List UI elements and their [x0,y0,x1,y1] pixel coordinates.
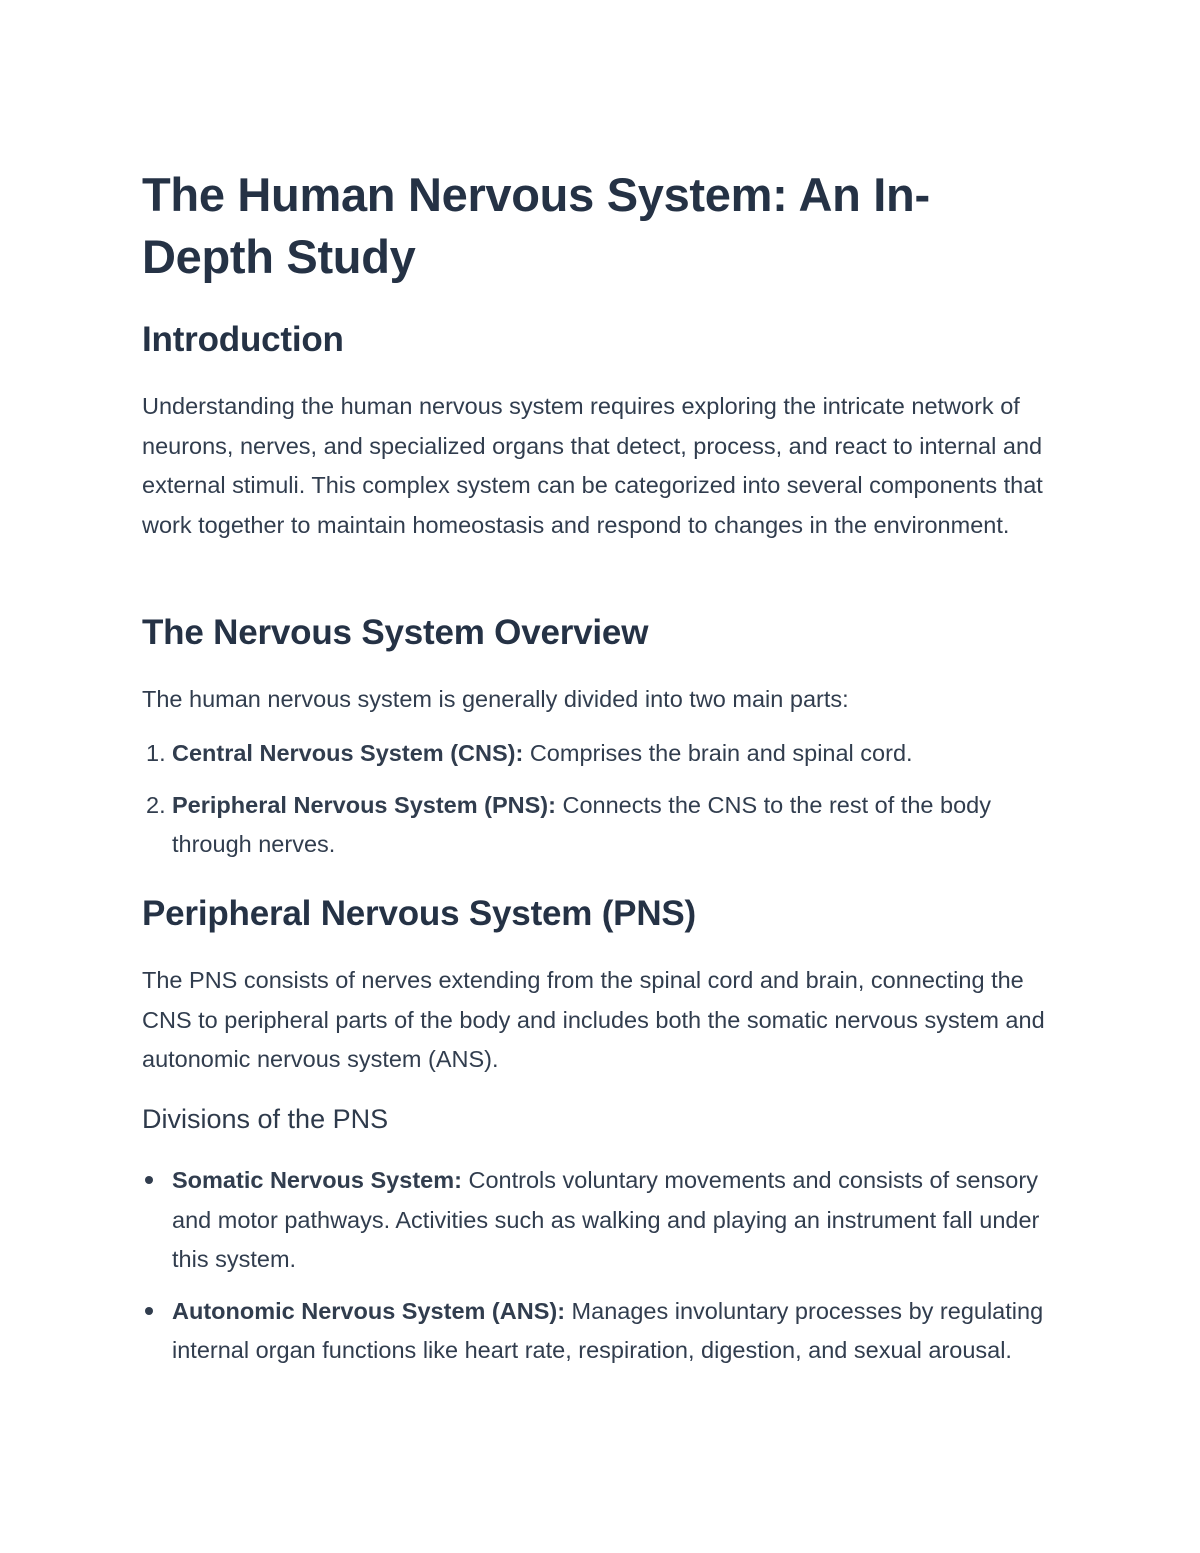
list-item-term: Autonomic Nervous System (ANS): [172,1297,566,1324]
list-number: 2. [146,791,166,818]
list-item-term: Somatic Nervous System: [172,1167,462,1193]
list-item-text: Connects the CNS to the rest of the body through nerves. [172,791,991,857]
bullet-icon [145,1176,153,1184]
pns-divisions-list [142,1161,1057,1371]
list-number: 1. [146,740,166,766]
list-item [142,1292,1057,1371]
document-title: The Human Nervous System: An In-Depth Study [142,168,930,283]
list-item-term: Peripheral Nervous System (PNS): [172,791,556,818]
pns-paragraph: The PNS consists of nerves extending from the spinal cord and brain, connecting the CNS to peripheral parts of the body and includes both the somatic nervous system and autonomic nervous system (ANS). [142,967,1045,1072]
introduction-heading: Introduction [142,320,344,359]
pns-divisions-subheading: Divisions of the PNS [142,1104,389,1134]
overview-paragraph: The human nervous system is generally divided into two main parts: [142,686,849,712]
overview-heading: The Nervous System Overview [142,613,649,652]
introduction-paragraph: Understanding the human nervous system requires exploring the intricate network of neurons, nerves, and specialized organs that detect, process, and react to internal and external stimuli. This complex system can be categorized into several components that work together to maintain homeostasis and respond to changes in the environment. [142,393,1043,538]
pns-heading: Peripheral Nervous System (PNS) [142,894,697,933]
list-item [142,786,1057,865]
list-item [142,1161,1057,1280]
nervous-system-parts-list [142,734,1057,865]
list-item-text: Comprises the brain and spinal cord. [523,740,913,766]
bullet-icon [145,1307,153,1315]
list-item [142,734,1057,774]
list-item-text: Manages involuntary processes by regulating internal organ functions like heart rate, respiration, digestion, and sexual arousal. [172,1297,1044,1363]
list-item-term: Central Nervous System (CNS): [172,740,524,766]
list-item-text: Controls voluntary movements and consists of sensory and motor pathways. Activities such as walking and playing an instrument fall under this system. [172,1167,1040,1272]
